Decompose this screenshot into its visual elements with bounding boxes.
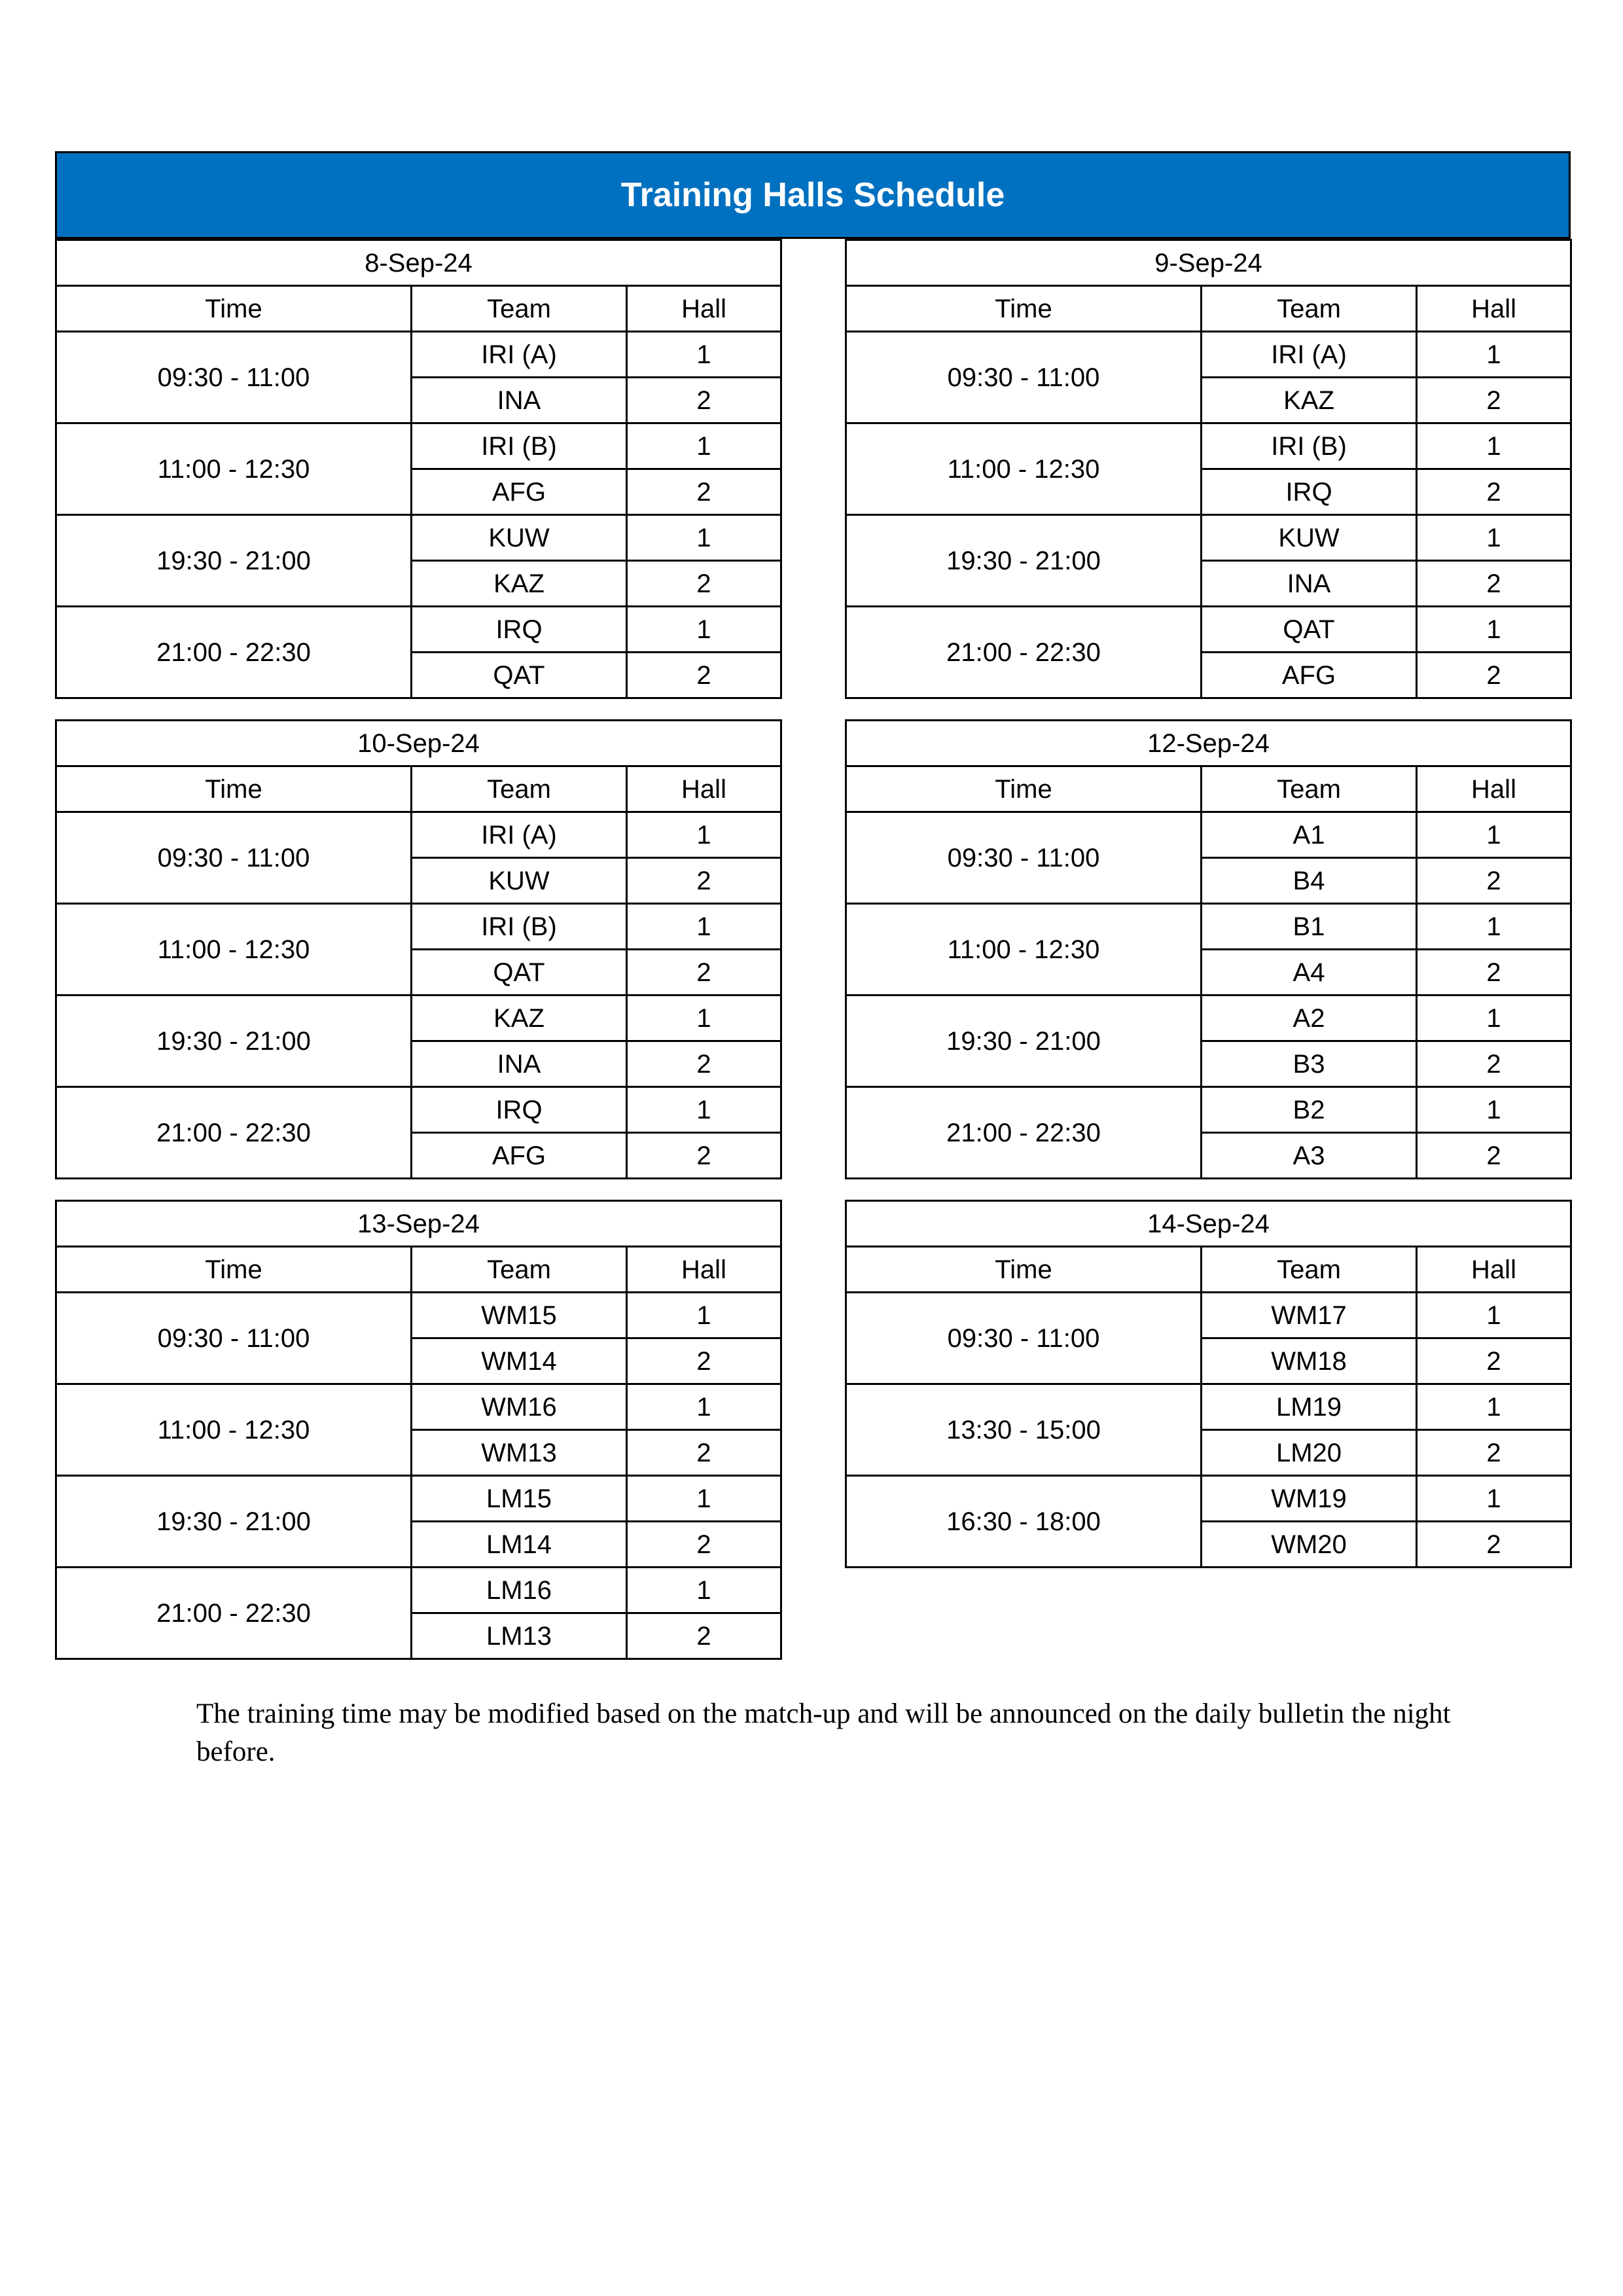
time-column-header: Time — [56, 766, 412, 812]
time-slot-cell: 11:00 - 12:30 — [846, 904, 1202, 996]
team-cell: INA — [412, 378, 627, 423]
time-column-header: Time — [846, 766, 1202, 812]
date-row — [56, 721, 781, 766]
hall-cell: 1 — [1417, 812, 1571, 858]
day-schedule-table — [845, 1200, 1572, 1568]
hall-cell: 2 — [627, 1041, 781, 1087]
hall-cell: 2 — [627, 1522, 781, 1568]
hall-cell: 1 — [627, 1568, 781, 1613]
team-cell: IRQ — [412, 607, 627, 653]
hall-cell: 1 — [1417, 515, 1571, 561]
hall-cell: 1 — [627, 1293, 781, 1338]
team-cell: WM17 — [1202, 1293, 1417, 1338]
hall-cell: 2 — [1417, 858, 1571, 904]
table-row — [56, 1476, 781, 1522]
hall-column-header: Hall — [627, 766, 781, 812]
time-slot-cell: 21:00 - 22:30 — [846, 1087, 1202, 1179]
team-cell: IRI (A) — [1202, 332, 1417, 378]
hall-column-header: Hall — [627, 286, 781, 332]
hall-cell: 1 — [627, 996, 781, 1041]
time-slot-cell: 11:00 - 12:30 — [56, 1384, 412, 1476]
column-header-row — [56, 286, 781, 332]
hall-cell: 1 — [627, 515, 781, 561]
table-row — [56, 1087, 781, 1133]
date-row — [846, 240, 1571, 286]
time-slot-cell: 21:00 - 22:30 — [846, 607, 1202, 698]
table-row — [846, 1384, 1571, 1430]
date-header: 10-Sep-24 — [56, 721, 781, 766]
hall-cell: 1 — [1417, 904, 1571, 950]
hall-cell: 2 — [1417, 561, 1571, 607]
table-row — [56, 996, 781, 1041]
time-slot-cell: 09:30 - 11:00 — [846, 332, 1202, 423]
team-cell: IRI (A) — [412, 332, 627, 378]
team-cell: INA — [412, 1041, 627, 1087]
table-row — [846, 607, 1571, 653]
date-header: 9-Sep-24 — [846, 240, 1571, 286]
table-row — [56, 812, 781, 858]
team-cell: KUW — [412, 515, 627, 561]
team-cell: LM13 — [412, 1613, 627, 1659]
table-row — [56, 423, 781, 469]
date-row — [846, 1201, 1571, 1247]
hall-cell: 2 — [627, 950, 781, 996]
table-row — [846, 996, 1571, 1041]
hall-cell: 1 — [627, 1476, 781, 1522]
time-slot-cell: 21:00 - 22:30 — [56, 607, 412, 698]
day-schedule-table — [55, 719, 782, 1179]
hall-cell: 1 — [1417, 332, 1571, 378]
team-cell: IRI (A) — [412, 812, 627, 858]
day-schedule-table — [845, 239, 1572, 699]
team-cell: AFG — [412, 469, 627, 515]
hall-cell: 2 — [627, 653, 781, 698]
hall-cell: 2 — [627, 1430, 781, 1476]
table-row — [56, 332, 781, 378]
hall-cell: 1 — [1417, 423, 1571, 469]
team-cell: KUW — [1202, 515, 1417, 561]
hall-cell: 2 — [627, 378, 781, 423]
team-cell: KUW — [412, 858, 627, 904]
table-row — [846, 423, 1571, 469]
team-cell: A3 — [1202, 1133, 1417, 1179]
hall-cell: 2 — [627, 1613, 781, 1659]
schedule-note: The training time may be modified based on the match-up and will be announced on the daily bulletin the night before. — [196, 1698, 1451, 1767]
time-slot-cell: 11:00 - 12:30 — [56, 904, 412, 996]
hall-cell: 2 — [627, 1338, 781, 1384]
time-slot-cell: 19:30 - 21:00 — [56, 996, 412, 1087]
hall-cell: 2 — [1417, 653, 1571, 698]
table-row — [846, 812, 1571, 858]
time-column-header: Time — [846, 286, 1202, 332]
column-header-row — [56, 766, 781, 812]
team-cell: WM13 — [412, 1430, 627, 1476]
time-slot-cell: 09:30 - 11:00 — [56, 332, 412, 423]
time-slot-cell: 19:30 - 21:00 — [56, 515, 412, 607]
team-cell: AFG — [1202, 653, 1417, 698]
team-cell: LM15 — [412, 1476, 627, 1522]
time-slot-cell: 19:30 - 21:00 — [846, 996, 1202, 1087]
hall-cell: 2 — [627, 561, 781, 607]
table-row — [846, 1476, 1571, 1522]
hall-cell: 1 — [1417, 1087, 1571, 1133]
team-cell: B1 — [1202, 904, 1417, 950]
team-cell: KAZ — [412, 561, 627, 607]
date-header: 8-Sep-24 — [56, 240, 781, 286]
table-row — [846, 1087, 1571, 1133]
hall-cell: 1 — [1417, 1293, 1571, 1338]
column-header-row — [56, 1247, 781, 1293]
team-cell: WM18 — [1202, 1338, 1417, 1384]
date-header: 14-Sep-24 — [846, 1201, 1571, 1247]
team-cell: A4 — [1202, 950, 1417, 996]
column-header-row — [846, 766, 1571, 812]
date-header: 13-Sep-24 — [56, 1201, 781, 1247]
team-cell: KAZ — [1202, 378, 1417, 423]
team-cell: A1 — [1202, 812, 1417, 858]
team-cell: WM20 — [1202, 1522, 1417, 1568]
time-slot-cell: 19:30 - 21:00 — [846, 515, 1202, 607]
team-cell: IRI (B) — [412, 904, 627, 950]
time-column-header: Time — [56, 286, 412, 332]
hall-cell: 2 — [1417, 378, 1571, 423]
hall-column-header: Hall — [1417, 286, 1571, 332]
hall-cell: 2 — [1417, 1430, 1571, 1476]
table-row — [846, 1293, 1571, 1338]
team-cell: QAT — [1202, 607, 1417, 653]
hall-column-header: Hall — [1417, 766, 1571, 812]
hall-cell: 2 — [1417, 1041, 1571, 1087]
time-slot-cell: 11:00 - 12:30 — [56, 423, 412, 515]
time-slot-cell: 09:30 - 11:00 — [846, 1293, 1202, 1384]
hall-cell: 1 — [627, 332, 781, 378]
hall-cell: 2 — [627, 469, 781, 515]
team-cell: LM16 — [412, 1568, 627, 1613]
team-cell: WM14 — [412, 1338, 627, 1384]
table-row — [56, 1384, 781, 1430]
team-cell: LM20 — [1202, 1430, 1417, 1476]
team-cell: IRI (B) — [1202, 423, 1417, 469]
team-cell: B4 — [1202, 858, 1417, 904]
team-cell: IRQ — [412, 1087, 627, 1133]
hall-cell: 1 — [1417, 996, 1571, 1041]
time-slot-cell: 21:00 - 22:30 — [56, 1568, 412, 1659]
hall-cell: 1 — [1417, 1384, 1571, 1430]
table-row — [56, 515, 781, 561]
day-schedule-table — [845, 719, 1572, 1179]
team-column-header: Team — [1202, 766, 1417, 812]
team-cell: INA — [1202, 561, 1417, 607]
date-row — [846, 721, 1571, 766]
hall-cell: 1 — [627, 812, 781, 858]
table-row — [56, 1568, 781, 1613]
table-row — [56, 1293, 781, 1338]
hall-cell: 2 — [1417, 1338, 1571, 1384]
time-slot-cell: 11:00 - 12:30 — [846, 423, 1202, 515]
team-cell: WM19 — [1202, 1476, 1417, 1522]
date-row — [56, 240, 781, 286]
hall-cell: 2 — [1417, 950, 1571, 996]
hall-cell: 1 — [1417, 607, 1571, 653]
team-cell: B3 — [1202, 1041, 1417, 1087]
hall-cell: 2 — [1417, 469, 1571, 515]
date-header: 12-Sep-24 — [846, 721, 1571, 766]
team-column-header: Team — [412, 1247, 627, 1293]
time-slot-cell: 21:00 - 22:30 — [56, 1087, 412, 1179]
team-cell: WM15 — [412, 1293, 627, 1338]
team-cell: QAT — [412, 653, 627, 698]
team-cell: IRQ — [1202, 469, 1417, 515]
hall-cell: 1 — [627, 423, 781, 469]
hall-cell: 1 — [627, 607, 781, 653]
team-cell: LM19 — [1202, 1384, 1417, 1430]
day-schedule-table — [55, 239, 782, 699]
time-slot-cell: 19:30 - 21:00 — [56, 1476, 412, 1568]
team-column-header: Team — [412, 766, 627, 812]
hall-cell: 1 — [627, 1384, 781, 1430]
hall-cell: 2 — [1417, 1522, 1571, 1568]
team-column-header: Team — [1202, 1247, 1417, 1293]
page-title: Training Halls Schedule — [55, 151, 1571, 239]
column-header-row — [846, 1247, 1571, 1293]
table-row — [846, 515, 1571, 561]
team-cell: B2 — [1202, 1087, 1417, 1133]
time-slot-cell: 09:30 - 11:00 — [846, 812, 1202, 904]
team-cell: QAT — [412, 950, 627, 996]
time-column-header: Time — [56, 1247, 412, 1293]
hall-cell: 1 — [627, 1087, 781, 1133]
time-column-header: Time — [846, 1247, 1202, 1293]
hall-cell: 1 — [1417, 1476, 1571, 1522]
team-cell: LM14 — [412, 1522, 627, 1568]
hall-column-header: Hall — [627, 1247, 781, 1293]
team-column-header: Team — [412, 286, 627, 332]
time-slot-cell: 09:30 - 11:00 — [56, 812, 412, 904]
table-row — [56, 904, 781, 950]
team-cell: AFG — [412, 1133, 627, 1179]
team-cell: A2 — [1202, 996, 1417, 1041]
table-row — [56, 607, 781, 653]
hall-column-header: Hall — [1417, 1247, 1571, 1293]
column-header-row — [846, 286, 1571, 332]
hall-cell: 2 — [627, 858, 781, 904]
table-row — [846, 332, 1571, 378]
hall-cell: 1 — [627, 904, 781, 950]
hall-cell: 2 — [1417, 1133, 1571, 1179]
time-slot-cell: 16:30 - 18:00 — [846, 1476, 1202, 1568]
team-cell: WM16 — [412, 1384, 627, 1430]
table-row — [846, 904, 1571, 950]
day-schedule-table — [55, 1200, 782, 1660]
hall-cell: 2 — [627, 1133, 781, 1179]
date-row — [56, 1201, 781, 1247]
team-cell: IRI (B) — [412, 423, 627, 469]
team-cell: KAZ — [412, 996, 627, 1041]
team-column-header: Team — [1202, 286, 1417, 332]
time-slot-cell: 09:30 - 11:00 — [56, 1293, 412, 1384]
time-slot-cell: 13:30 - 15:00 — [846, 1384, 1202, 1476]
